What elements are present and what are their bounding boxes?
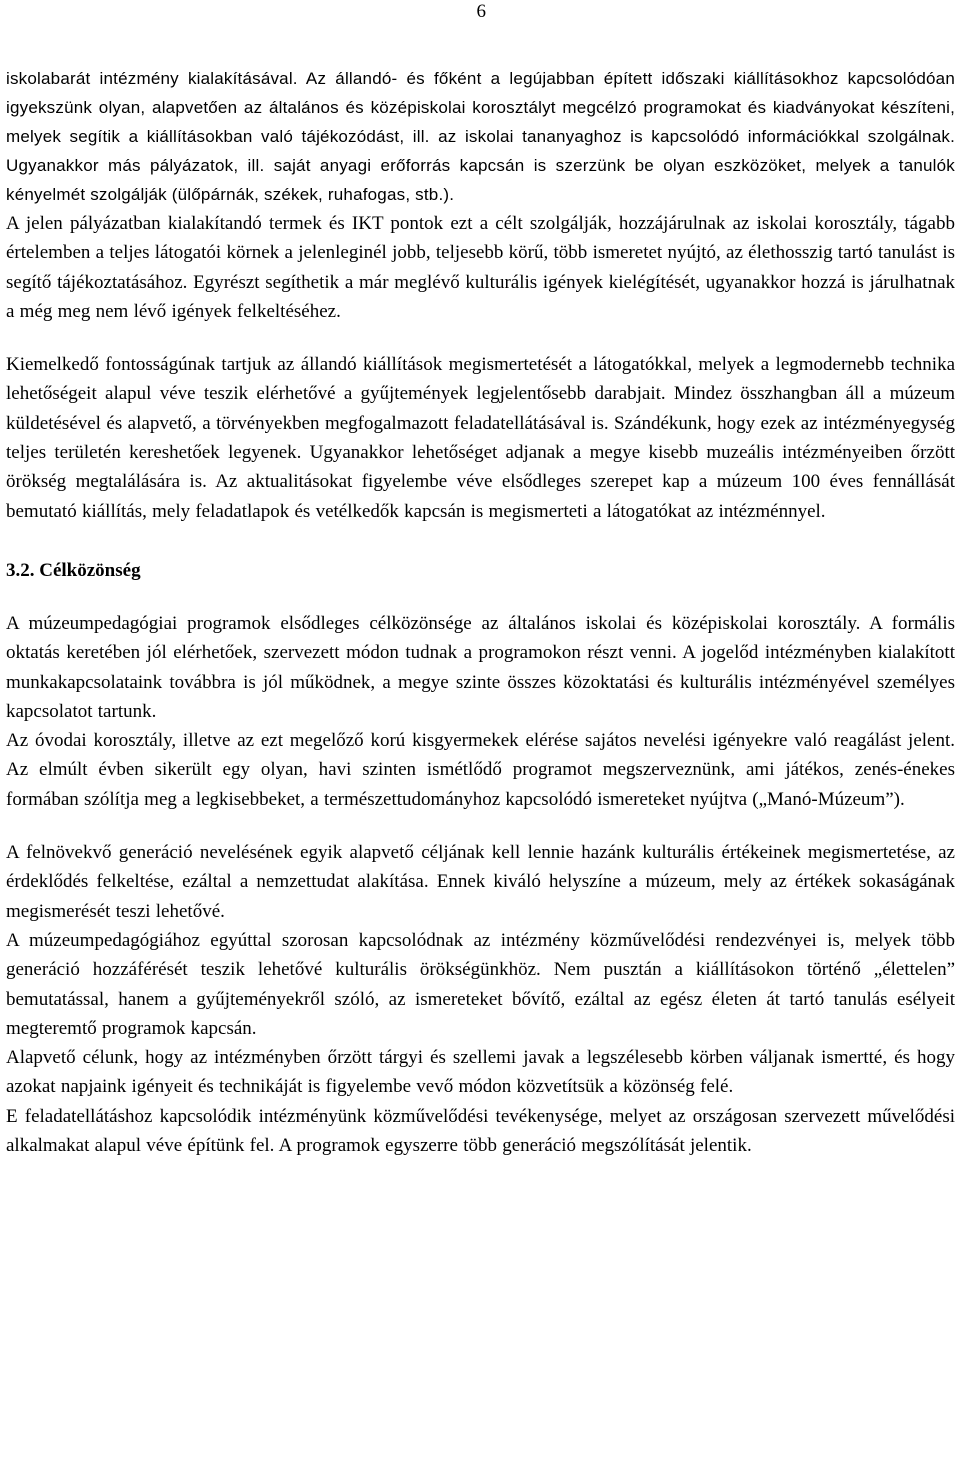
paragraph-intro-serif: A jelen pályázatban kialakítandó termek és IKT pontok ezt a célt szolgálják, hozzájárulnak az iskolai korosztály, tágabb értelemben a teljes látogatói körnek a jelenleginél jobb, teljesebb körű, több ismeretet nyújtó, az élethosszig tartó tanulást is segítő tájékoztatásához. Egyrészt segíthetik a már meglévő kulturális igények kielégítését, ugyanakkor hozzá is járulhatnak a még meg nem lévő igények felkeltéséhez.: [6, 213, 955, 322]
page-number: 6: [476, 1, 486, 22]
paragraph-goal: Alapvető célunk, hogy az intézményben őrzött tárgyi és szellemi javak a legszélesebb körben váljanak ismertté, és hogy azokat napjaink igényeit és technikáját is figyelembe vevő módon közvetítsük a közönség felé.: [6, 1047, 955, 1098]
paragraph-generation: A felnövekvő generáció nevelésének egyik alapvető céljának kell lennie hazánk kulturális értékeinek megismertetése, az érdeklődés felkeltése, ezáltal a nemzettudat alakítása. Ennek kiváló helyszíne a múzeum, mely az értékek sokaságának megismerését teszi lehetővé.: [6, 842, 955, 922]
paragraph-activities: E feladatellátáshoz kapcsolódik intézményünk közművelődési tevékenysége, melyet az országosan szervezett művelődési alkalmakat alapul véve építünk fel. A programok egyszerre több generáció megszólítását jelentik.: [6, 1105, 955, 1157]
spacer: [6, 526, 955, 556]
paragraph-public-education: A múzeumpedagógiához egyúttal szorosan kapcsolódnak az intézmény közművelődési rendezvényei is, melyek több generáció hozzáférését teszik lehetővé kulturális örökségünkhöz. Nem pusztán a kiállításokon történő „élettelen” bemutatással, hanem a gyűjteményekről szóló, az ismereteket bővítő, ezáltal az egész életen át tartó tanulás esélyeit megteremtő programok kapcsán.: [6, 929, 955, 1039]
paragraph-exhibitions: Kiemelkedő fontosságúnak tartjuk az állandó kiállítások megismertetését a látogatókkal, melyek a legmodernebb technika lehetőségeit alapul véve teszik elérhetővé a gyűjtemények legjelentősebb darabjait. Mindez összhangban áll a múzeum küldetésével és alapvető, a törvényekben megfogalmazott feladatellátásával is. Szándékunk, hogy ezek az intézményegység teljes területén kereshetőek legyenek. Ugyanakkor lehetőséget adjanak a megye kisebb muzeális intézményeiben őrzött örökség megtalálására is. Az aktualitásokat figyelembe véve elsődleges szerepet kap a múzeum 100 éves fennállását bemutató kiállítás, mely feladatlapok és vetélkedők kapcsán is megismerteti a látogatókat az intézménnyel.: [6, 354, 955, 522]
paragraph-kindergarten: Az óvodai korosztály, illetve az ezt megelőző korú kisgyermekek elérése sajátos nevelési igényekre való reagálást jelent. Az elmúlt évben sikerült egy olyan, havi szinten ismétlődő programot megszerveznünk, ami játékos, zenés-énekes formában szólítja meg a legkisebbeket, a természettudományhoz kapcsolódó ismereteket nyújtva („Manó-Múzeum”).: [6, 730, 955, 810]
spacer: [6, 585, 955, 609]
section-heading: 3.2. Célközönség: [6, 559, 141, 581]
spacer: [6, 326, 955, 350]
spacer: [6, 814, 955, 838]
paragraph-intro-sans: iskolabarát intézmény kialakításával. Az állandó- és főként a legújabban épített időszaki kiállításokhoz kapcsolódóan igyekszünk olyan, alapvetően az általános és középiskolai korosztályt megcélzó programokat és kiadványokat készíteni, melyek segítik a kiállításokban való tájékozódást, ill. az iskolai tananyaghoz is kapcsolódó információkkal szolgálnak. Ugyanakkor más pályázatok, ill. saját anyagi erőforrás kapcsán is szerzünk be olyan eszközöket, melyek a tanulók kényelmét szolgálják (ülőpárnák, székek, ruhafogas, stb.).: [6, 69, 955, 204]
paragraph-target-audience: A múzeumpedagógiai programok elsődleges célközönsége az általános iskolai és középiskolai korosztály. A formális oktatás keretében jól elérhetőek, szervezett módon tudnak a programokon részt venni. A jogelőd intézményben kialakított munkakapcsolataink továbbra is jól működnek, a megye szinte összes közoktatási és kulturális intézményével személyes kapcsolatot tartunk.: [6, 612, 955, 722]
document-body: [6, 64, 955, 1160]
